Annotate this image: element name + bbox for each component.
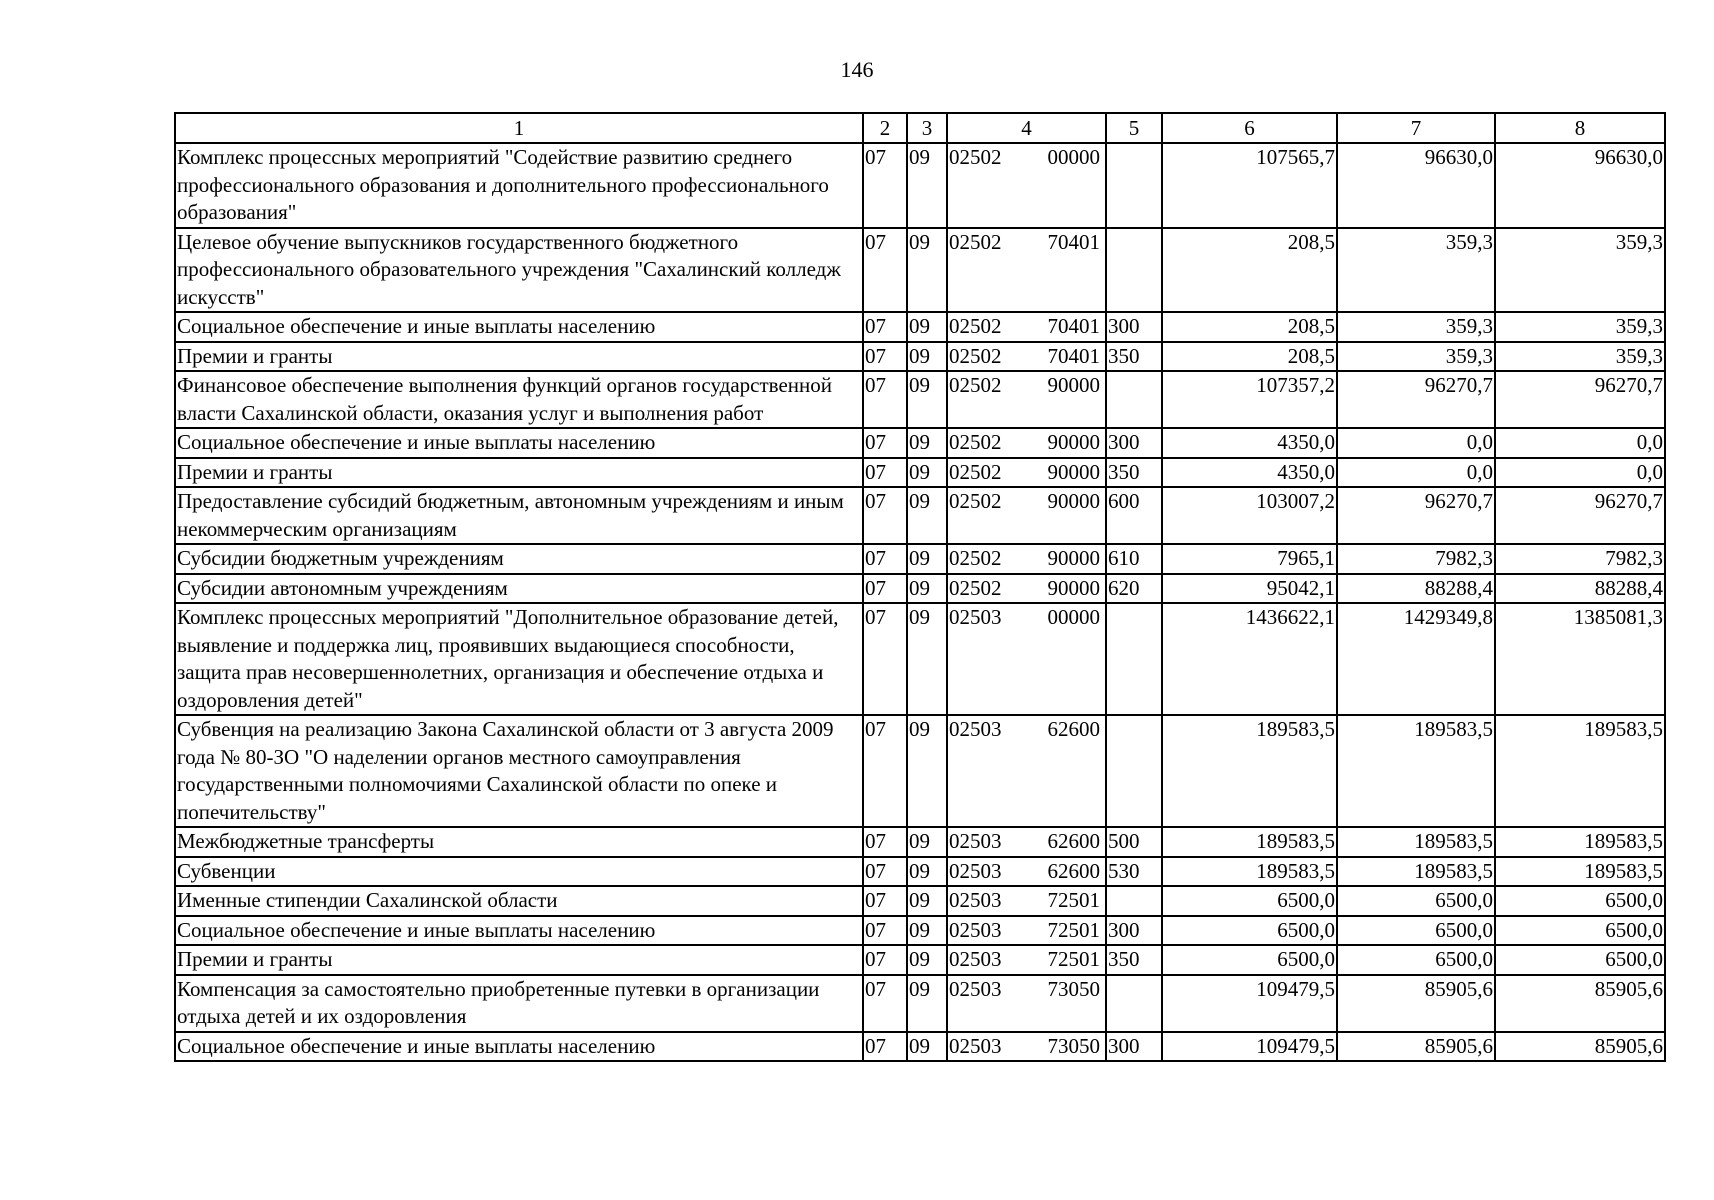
target-article-code: [947, 574, 1106, 604]
target-article-direction: 70401: [1047, 229, 1100, 254]
target-article-program: 02502: [949, 229, 1002, 254]
header-col-2: 2: [863, 113, 907, 143]
section-code: 07: [863, 975, 907, 1032]
table-row: [175, 603, 1665, 715]
target-article-direction: 70401: [1047, 343, 1100, 368]
target-article-direction: 90000: [1047, 459, 1100, 484]
page-number: 146: [840, 57, 874, 82]
amount-col-8: 0,0: [1495, 428, 1665, 458]
section-code: 07: [863, 715, 907, 827]
amount-col-8: 6500,0: [1495, 916, 1665, 946]
target-article-direction: 72501: [1047, 947, 1100, 971]
target-article-code: [947, 857, 1106, 887]
amount-col-8: 0,0: [1495, 458, 1665, 488]
table-row: [175, 371, 1665, 428]
amount-col-8: 96270,7: [1495, 371, 1665, 428]
amount-col-6: 107565,7: [1162, 143, 1337, 228]
target-article-program: 02503: [949, 605, 1002, 629]
table-row: [175, 916, 1665, 946]
row-name: Целевое обучение выпускников государственного бюджетного профессионального образовательного учреждения "Сахалинский колледж искусств": [175, 228, 863, 313]
table-row: [175, 143, 1665, 228]
table-row: [175, 1032, 1665, 1062]
expense-type-code: [1106, 886, 1162, 916]
subsection-code: 09: [907, 916, 947, 946]
amount-col-7: 189583,5: [1337, 827, 1495, 857]
amount-col-7: 7982,3: [1337, 544, 1495, 574]
amount-col-6: 103007,2: [1162, 487, 1337, 544]
subsection-code: 09: [907, 603, 947, 715]
amount-col-6: 107357,2: [1162, 371, 1337, 428]
header-col-8: 8: [1495, 113, 1665, 143]
subsection-code: 09: [907, 827, 947, 857]
target-article-direction: 73050: [1047, 1033, 1100, 1058]
subsection-code: 09: [907, 458, 947, 488]
row-name: Премии и гранты: [175, 945, 863, 975]
target-article-code: [947, 544, 1106, 574]
amount-col-7: 359,3: [1337, 312, 1495, 342]
target-article-program: 02502: [949, 145, 1002, 169]
table-row: [175, 827, 1665, 857]
amount-col-7: 359,3: [1337, 228, 1495, 313]
target-article-code: [947, 975, 1106, 1032]
table-row: [175, 574, 1665, 604]
target-article-code: [947, 1032, 1106, 1062]
section-code: 07: [863, 827, 907, 857]
target-article-program: 02502: [949, 314, 1002, 338]
amount-col-7: 6500,0: [1337, 886, 1495, 916]
amount-col-6: 189583,5: [1162, 857, 1337, 887]
amount-col-7: 189583,5: [1337, 715, 1495, 827]
row-name: Премии и гранты: [175, 342, 863, 372]
subsection-code: 09: [907, 975, 947, 1032]
expense-type-code: 350: [1106, 458, 1162, 488]
table-row: [175, 487, 1665, 544]
row-name: Социальное обеспечение и иные выплаты населению: [175, 1032, 863, 1062]
target-article-direction: 72501: [1047, 888, 1100, 912]
expense-type-code: 300: [1106, 1032, 1162, 1062]
target-article-program: 02503: [949, 829, 1002, 853]
amount-col-6: 6500,0: [1162, 945, 1337, 975]
amount-col-6: 1436622,1: [1162, 603, 1337, 715]
expense-type-code: 600: [1106, 487, 1162, 544]
section-code: 07: [863, 886, 907, 916]
row-name: Межбюджетные трансферты: [175, 827, 863, 857]
target-article-program: 02503: [949, 858, 1002, 883]
amount-col-7: 85905,6: [1337, 975, 1495, 1032]
expense-type-code: [1106, 228, 1162, 313]
row-name: Комплекс процессных мероприятий "Дополнительное образование детей, выявление и поддержка лиц, проявивших выдающиеся способности, защита прав несовершеннолетних, организация и обеспечение отдыха и оздоровления детей": [175, 603, 863, 715]
amount-col-8: 359,3: [1495, 228, 1665, 313]
target-article-program: 02502: [949, 575, 1002, 600]
row-name: Финансовое обеспечение выполнения функций органов государственной власти Сахалинской области, оказания услуг и выполнения работ: [175, 371, 863, 428]
amount-col-8: 189583,5: [1495, 857, 1665, 887]
amount-col-6: 6500,0: [1162, 886, 1337, 916]
amount-col-7: 0,0: [1337, 428, 1495, 458]
target-article-code: [947, 143, 1106, 228]
section-code: 07: [863, 487, 907, 544]
amount-col-7: 189583,5: [1337, 857, 1495, 887]
target-article-code: [947, 428, 1106, 458]
expense-type-code: [1106, 975, 1162, 1032]
budget-table: [174, 112, 1666, 1062]
amount-col-6: 208,5: [1162, 342, 1337, 372]
section-code: 07: [863, 342, 907, 372]
target-article-direction: 00000: [1047, 145, 1100, 169]
subsection-code: 09: [907, 574, 947, 604]
subsection-code: 09: [907, 143, 947, 228]
expense-type-code: 530: [1106, 857, 1162, 887]
amount-col-7: 359,3: [1337, 342, 1495, 372]
amount-col-7: 88288,4: [1337, 574, 1495, 604]
section-code: 07: [863, 371, 907, 428]
table-row: [175, 975, 1665, 1032]
subsection-code: 09: [907, 428, 947, 458]
row-name: Субсидии автономным учреждениям: [175, 574, 863, 604]
target-article-direction: 62600: [1047, 717, 1100, 741]
expense-type-code: [1106, 143, 1162, 228]
subsection-code: 09: [907, 544, 947, 574]
table-row: [175, 857, 1665, 887]
target-article-direction: 90000: [1047, 546, 1100, 570]
section-code: 07: [863, 544, 907, 574]
amount-col-7: 6500,0: [1337, 916, 1495, 946]
target-article-program: 02503: [949, 947, 1002, 971]
amount-col-8: 189583,5: [1495, 827, 1665, 857]
target-article-code: [947, 458, 1106, 488]
section-code: 07: [863, 458, 907, 488]
target-article-program: 02502: [949, 459, 1002, 484]
table-row: [175, 458, 1665, 488]
header-col-3: 3: [907, 113, 947, 143]
expense-type-code: [1106, 715, 1162, 827]
table-row: [175, 428, 1665, 458]
target-article-code: [947, 603, 1106, 715]
amount-col-6: 4350,0: [1162, 458, 1337, 488]
amount-col-8: 6500,0: [1495, 886, 1665, 916]
target-article-program: 02503: [949, 917, 1002, 942]
row-name: Социальное обеспечение и иные выплаты населению: [175, 312, 863, 342]
amount-col-8: 85905,6: [1495, 975, 1665, 1032]
amount-col-6: 6500,0: [1162, 916, 1337, 946]
amount-col-8: 88288,4: [1495, 574, 1665, 604]
amount-col-6: 7965,1: [1162, 544, 1337, 574]
expense-type-code: 500: [1106, 827, 1162, 857]
row-name: Субвенция на реализацию Закона Сахалинской области от 3 августа 2009 года № 80-ЗО "О наделении органов местного самоуправления государственными полномочиями Сахалинской области по опеке и попечительству": [175, 715, 863, 827]
amount-col-6: 109479,5: [1162, 1032, 1337, 1062]
subsection-code: 09: [907, 371, 947, 428]
table-row: [175, 544, 1665, 574]
target-article-direction: 90000: [1047, 575, 1100, 600]
row-name: Социальное обеспечение и иные выплаты населению: [175, 916, 863, 946]
amount-col-6: 189583,5: [1162, 827, 1337, 857]
amount-col-6: 208,5: [1162, 312, 1337, 342]
target-article-direction: 62600: [1047, 829, 1100, 853]
target-article-program: 02502: [949, 489, 1002, 513]
section-code: 07: [863, 945, 907, 975]
amount-col-6: 95042,1: [1162, 574, 1337, 604]
header-col-6: 6: [1162, 113, 1337, 143]
subsection-code: 09: [907, 1032, 947, 1062]
target-article-code: [947, 342, 1106, 372]
expense-type-code: 620: [1106, 574, 1162, 604]
amount-col-7: 6500,0: [1337, 945, 1495, 975]
target-article-code: [947, 371, 1106, 428]
subsection-code: 09: [907, 886, 947, 916]
amount-col-8: 85905,6: [1495, 1032, 1665, 1062]
target-article-code: [947, 886, 1106, 916]
expense-type-code: 300: [1106, 428, 1162, 458]
target-article-program: 02503: [949, 976, 1002, 1001]
target-article-direction: 62600: [1047, 858, 1100, 883]
target-article-code: [947, 228, 1106, 313]
target-article-code: [947, 715, 1106, 827]
target-article-code: [947, 487, 1106, 544]
amount-col-6: 4350,0: [1162, 428, 1337, 458]
header-col-5: 5: [1106, 113, 1162, 143]
target-article-program: 02502: [949, 343, 1002, 368]
amount-col-8: 189583,5: [1495, 715, 1665, 827]
subsection-code: 09: [907, 342, 947, 372]
expense-type-code: [1106, 371, 1162, 428]
subsection-code: 09: [907, 857, 947, 887]
row-name: Субвенции: [175, 857, 863, 887]
table-row: [175, 945, 1665, 975]
amount-col-8: 7982,3: [1495, 544, 1665, 574]
amount-col-8: 96630,0: [1495, 143, 1665, 228]
header-col-4: 4: [947, 113, 1106, 143]
amount-col-7: 96270,7: [1337, 487, 1495, 544]
section-code: 07: [863, 428, 907, 458]
amount-col-7: 0,0: [1337, 458, 1495, 488]
amount-col-6: 208,5: [1162, 228, 1337, 313]
section-code: 07: [863, 143, 907, 228]
target-article-direction: 90000: [1047, 430, 1100, 454]
target-article-direction: 72501: [1047, 917, 1100, 942]
target-article-direction: 00000: [1047, 605, 1100, 629]
amount-col-8: 1385081,3: [1495, 603, 1665, 715]
section-code: 07: [863, 312, 907, 342]
expense-type-code: 300: [1106, 916, 1162, 946]
table-row: [175, 886, 1665, 916]
target-article-program: 02502: [949, 430, 1002, 454]
amount-col-8: 359,3: [1495, 342, 1665, 372]
amount-col-7: 96630,0: [1337, 143, 1495, 228]
section-code: 07: [863, 1032, 907, 1062]
target-article-code: [947, 312, 1106, 342]
header-col-7: 7: [1337, 113, 1495, 143]
target-article-program: 02502: [949, 546, 1002, 570]
section-code: 07: [863, 574, 907, 604]
row-name: Субсидии бюджетным учреждениям: [175, 544, 863, 574]
target-article-code: [947, 945, 1106, 975]
target-article-program: 02503: [949, 888, 1002, 912]
amount-col-7: 1429349,8: [1337, 603, 1495, 715]
target-article-program: 02502: [949, 373, 1002, 397]
row-name: Социальное обеспечение и иные выплаты населению: [175, 428, 863, 458]
section-code: 07: [863, 603, 907, 715]
target-article-direction: 73050: [1047, 976, 1100, 1001]
expense-type-code: 350: [1106, 945, 1162, 975]
target-article-program: 02503: [949, 717, 1002, 741]
expense-type-code: 610: [1106, 544, 1162, 574]
amount-col-7: 96270,7: [1337, 371, 1495, 428]
section-code: 07: [863, 916, 907, 946]
subsection-code: 09: [907, 945, 947, 975]
header-col-1: 1: [175, 113, 863, 143]
target-article-direction: 90000: [1047, 489, 1100, 513]
amount-col-6: 109479,5: [1162, 975, 1337, 1032]
subsection-code: 09: [907, 487, 947, 544]
expense-type-code: 350: [1106, 342, 1162, 372]
section-code: 07: [863, 857, 907, 887]
table-row: [175, 312, 1665, 342]
row-name: Предоставление субсидий бюджетным, автономным учреждениям и иным некоммерческим организациям: [175, 487, 863, 544]
target-article-direction: 90000: [1047, 373, 1100, 397]
row-name: Премии и гранты: [175, 458, 863, 488]
table-row: [175, 715, 1665, 827]
subsection-code: 09: [907, 312, 947, 342]
target-article-code: [947, 827, 1106, 857]
section-code: 07: [863, 228, 907, 313]
expense-type-code: 300: [1106, 312, 1162, 342]
amount-col-8: 6500,0: [1495, 945, 1665, 975]
subsection-code: 09: [907, 715, 947, 827]
target-article-program: 02503: [949, 1033, 1002, 1058]
row-name: Комплекс процессных мероприятий "Содействие развитию среднего профессионального образования и дополнительного профессионального образования": [175, 143, 863, 228]
amount-col-6: 189583,5: [1162, 715, 1337, 827]
table-row: [175, 228, 1665, 313]
row-name: Именные стипендии Сахалинской области: [175, 886, 863, 916]
row-name: Компенсация за самостоятельно приобретенные путевки в организации отдыха детей и их оздоровления: [175, 975, 863, 1032]
target-article-code: [947, 916, 1106, 946]
target-article-direction: 70401: [1047, 314, 1100, 338]
header-row: [175, 113, 1665, 143]
subsection-code: 09: [907, 228, 947, 313]
expense-type-code: [1106, 603, 1162, 715]
table-row: [175, 342, 1665, 372]
amount-col-7: 85905,6: [1337, 1032, 1495, 1062]
amount-col-8: 96270,7: [1495, 487, 1665, 544]
amount-col-8: 359,3: [1495, 312, 1665, 342]
